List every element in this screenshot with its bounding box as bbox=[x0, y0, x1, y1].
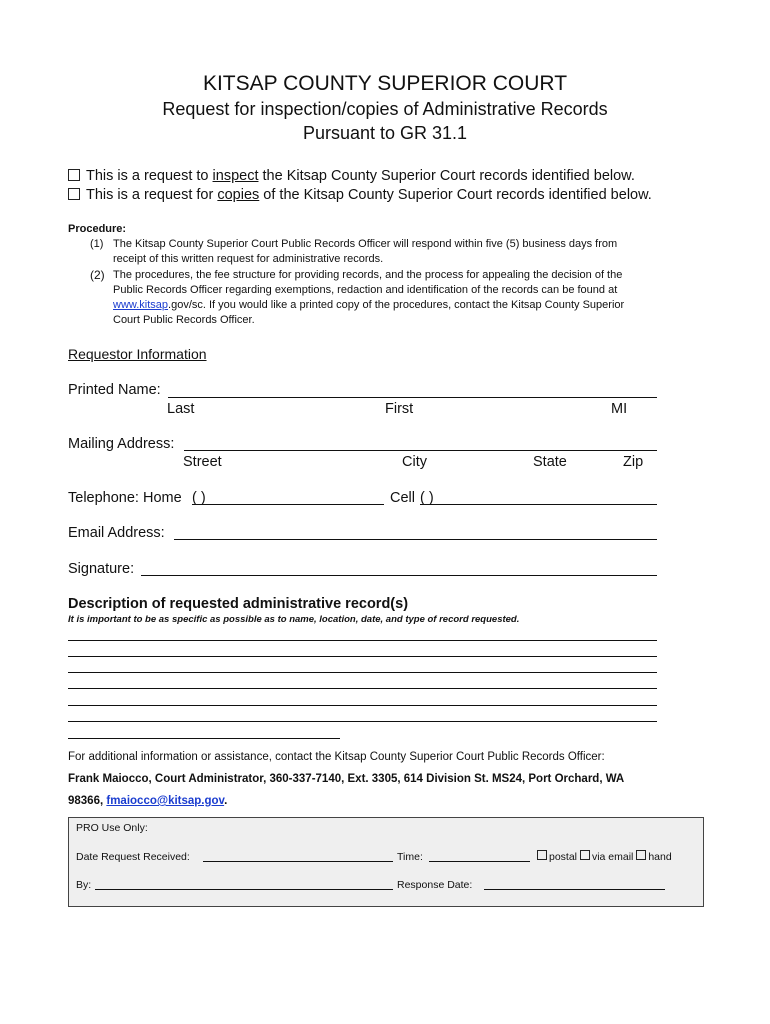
street-caption: Street bbox=[183, 454, 222, 470]
home-phone-field[interactable] bbox=[192, 504, 384, 505]
via-email-checkbox[interactable] bbox=[580, 850, 590, 860]
state-caption: State bbox=[533, 454, 567, 470]
contact-intro: For additional information or assistance, contact the Kitsap County Superior Court Public Records Officer: bbox=[68, 751, 605, 763]
home-area-code: ( ) bbox=[192, 490, 206, 506]
copies-text-pre: This is a request for bbox=[86, 187, 218, 203]
copies-checkbox[interactable] bbox=[68, 188, 80, 200]
description-line[interactable] bbox=[68, 688, 657, 689]
contact-email-link[interactable]: fmaiocco@kitsap.gov bbox=[106, 795, 225, 807]
response-date-label: Response Date: bbox=[397, 879, 473, 891]
description-line[interactable] bbox=[68, 721, 657, 722]
first-name-caption: First bbox=[385, 401, 414, 417]
description-line[interactable] bbox=[68, 640, 657, 641]
procedure-2-line-4: Court Public Records Officer. bbox=[113, 314, 255, 326]
date-received-field[interactable] bbox=[203, 861, 393, 862]
pro-title: PRO Use Only: bbox=[76, 822, 148, 834]
printed-name-label: Printed Name: bbox=[68, 382, 161, 398]
mi-caption: MI bbox=[611, 401, 628, 417]
description-heading: Description of requested administrative record(s) bbox=[68, 596, 409, 612]
time-label: Time: bbox=[397, 851, 423, 863]
procedure-2-line-3 bbox=[113, 298, 624, 313]
inspect-checkbox[interactable] bbox=[68, 169, 80, 181]
description-line-short[interactable] bbox=[68, 738, 340, 739]
description-instruction: It is important to be as specific as possible as to name, location, date, and type of record requested. bbox=[68, 614, 520, 625]
procedure-number-1: (1) bbox=[90, 238, 104, 250]
by-label: By: bbox=[76, 879, 92, 891]
page-subtitle-rule: Pursuant to GR 31.1 bbox=[302, 123, 468, 143]
inspect-text-post: the Kitsap County Superior Court records identified below. bbox=[258, 168, 635, 184]
procedure-2-line-2: Public Records Officer regarding exemptions, redaction and identification of the records can be found at bbox=[113, 284, 618, 296]
inspect-word: inspect bbox=[212, 168, 259, 184]
procedure-1-line-1: The Kitsap County Superior Court Public Records Officer will respond within five (5) business days from bbox=[113, 238, 618, 250]
page-title: KITSAP COUNTY SUPERIOR COURT bbox=[202, 72, 568, 95]
signature-label: Signature: bbox=[68, 561, 135, 577]
last-name-caption: Last bbox=[167, 401, 195, 417]
procedure-2-line-1: The procedures, the fee structure for providing records, and the process for appealing the decision of the bbox=[113, 269, 623, 281]
inspect-option[interactable] bbox=[68, 168, 635, 184]
procedure-1-line-2: receipt of this written request for administrative records. bbox=[113, 253, 384, 265]
copies-text-post: of the Kitsap County Superior Court records identified below. bbox=[259, 187, 652, 203]
postal-label: postal bbox=[549, 851, 578, 863]
description-line[interactable] bbox=[68, 705, 657, 706]
procedure-2-line-3-text: .gov/sc. If you would like a printed copy of the procedures, contact the Kitsap County Superior bbox=[168, 299, 625, 311]
zip-caption: Zip bbox=[623, 454, 644, 470]
description-line[interactable] bbox=[68, 672, 657, 673]
cell-area-code: ( ) bbox=[420, 490, 434, 506]
mailing-address-field[interactable] bbox=[184, 450, 657, 451]
response-date-field[interactable] bbox=[484, 889, 665, 890]
city-caption: City bbox=[402, 454, 427, 470]
copies-word: copies bbox=[217, 187, 260, 203]
contact-details-cont bbox=[68, 795, 227, 807]
procedures-link[interactable]: www.kitsap bbox=[113, 299, 169, 311]
delivery-options bbox=[537, 850, 672, 863]
cell-label: Cell bbox=[390, 490, 415, 506]
copies-option[interactable] bbox=[68, 187, 652, 203]
inspect-text-pre: This is a request to bbox=[86, 168, 213, 184]
procedure-number-2: (2) bbox=[90, 268, 105, 282]
via-email-label: via email bbox=[591, 851, 634, 863]
email-field[interactable] bbox=[174, 539, 657, 540]
hand-checkbox[interactable] bbox=[636, 850, 646, 860]
cell-phone-field[interactable] bbox=[420, 504, 657, 505]
telephone-label: Telephone: Home bbox=[68, 490, 182, 506]
contact-zip: 98366, bbox=[68, 795, 107, 807]
procedure-heading: Procedure: bbox=[68, 223, 127, 235]
description-line[interactable] bbox=[68, 656, 657, 657]
by-field[interactable] bbox=[95, 889, 393, 890]
printed-name-field[interactable] bbox=[168, 397, 657, 398]
contact-details: Frank Maiocco, Court Administrator, 360-337-7140, Ext. 3305, 614 Division St. MS24, Port Orchard, WA bbox=[68, 773, 625, 785]
contact-period: . bbox=[224, 795, 228, 807]
time-field[interactable] bbox=[429, 861, 530, 862]
email-label: Email Address: bbox=[68, 525, 165, 541]
postal-checkbox[interactable] bbox=[537, 850, 547, 860]
signature-field[interactable] bbox=[141, 575, 657, 576]
page-subtitle: Request for inspection/copies of Administrative Records bbox=[162, 99, 608, 119]
hand-label: hand bbox=[648, 851, 672, 863]
mailing-address-label: Mailing Address: bbox=[68, 436, 175, 452]
date-received-label: Date Request Received: bbox=[76, 851, 190, 863]
requestor-heading: Requestor Information bbox=[68, 346, 207, 362]
